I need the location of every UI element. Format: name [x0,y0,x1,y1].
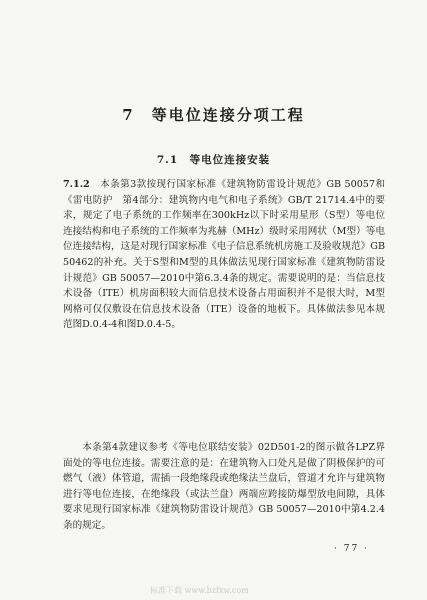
clause-paragraph-text: 本条第3款按现行国家标准《建筑物防雷设计规范》GB 50057和《雷电防护 第4部分：建筑物内电气和电子系统》GB/T 21714.4中的要求，规定了电子系统的工作频率在300kHz以下时采用星形（S型）等电位连接结构和电子系统的工作频率为兆赫（MHz）级时采用网状（M型）等电位连接结构，这是对现行国家标准《电子信息系统机房施工及验收规范》GB 50462的补充。关于S型和M型的具体做法见现行国家标准《建筑物防雷设计规范》GB 50057—2010中第6.3.4条的规定。需要说明的是：当信息技术设备（ITE）机房面积较大而信息技术设备占用面积并不是很大时，M型网格可仅仅敷设在信息技术设备（ITE）设备的地板下。具体做法参见本规范图D.0.4-4和图D.0.4-5。 [63,179,386,331]
body-paragraph: 本条第4款建议参考《等电位联结安装》02D501-2的图示做各LPZ界面处的等电位连接。需要注意的是：在建筑物入口处凡是做了阴极保护的可燃气（液）体管道，需插一段绝缘段或绝缘法兰盘后，管道才允许与建筑物进行等电位连接，在绝缘段（或法兰盘）两端应跨接防爆型放电间隙，具体要求见现行国家标准《建筑物防雷设计规范》GB 50057—2010中第4.2.4条的规定。 [63,442,385,531]
section-title: 7.1 等电位连接安装 [156,154,271,166]
clause-number: 7.1.2 [63,179,90,190]
watermark: 标准下载 www.bzfxw.com [150,586,249,595]
chapter-title: 7 等电位连接分项工程 [122,106,305,124]
clause-paragraph [63,177,385,449]
page-number: · 77 · [334,544,369,554]
